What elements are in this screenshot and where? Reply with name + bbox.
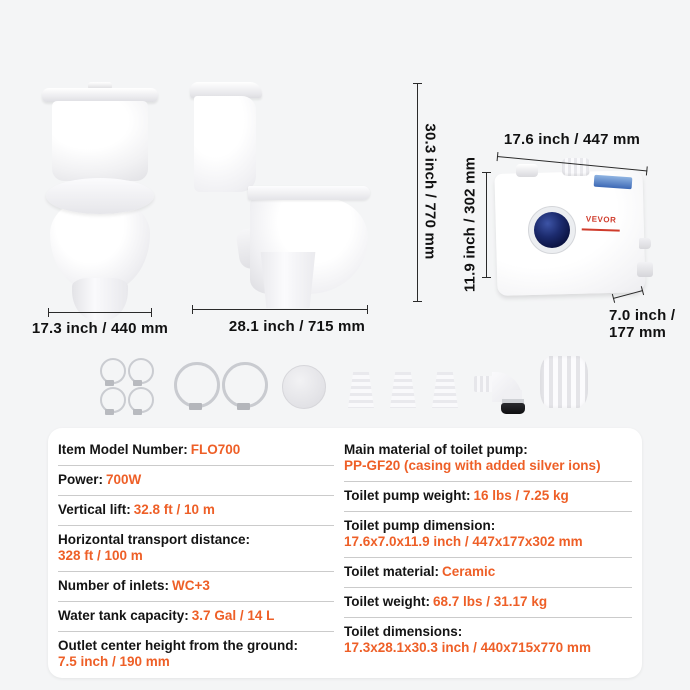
spec-row-tank-capacity [58, 602, 334, 632]
toilet-seat [248, 186, 370, 200]
spec-column-right [344, 436, 632, 663]
spec-row-vertical-lift [58, 496, 334, 526]
spec-row-pump-dimension [344, 512, 632, 558]
spec-panel [48, 428, 642, 678]
spec-row-horizontal-distance [58, 526, 334, 572]
spec-row-pump-material [344, 436, 632, 482]
pump-side-fitting [637, 262, 653, 277]
dim-label-pump-height: 11.9 inch / 302 mm [461, 156, 479, 293]
spec-row-model [58, 436, 334, 466]
spec-value: 68.7 lbs / 31.17 kg [433, 594, 548, 609]
rubber-reducer [348, 372, 374, 408]
toilet-seat [46, 178, 154, 214]
water-tank [52, 101, 148, 181]
pump-screw-cap [562, 158, 590, 176]
spec-column-left [58, 436, 334, 677]
spec-row-inlets [58, 572, 334, 602]
spec-row-toilet-weight [344, 588, 632, 618]
tank-lid [42, 88, 158, 102]
elbow-connector [474, 370, 532, 416]
spec-value: 700W [106, 472, 142, 487]
elbow-rubber-outlet [501, 403, 525, 414]
spec-value: 16 lbs / 7.25 kg [473, 488, 569, 503]
dim-label-pump-depth: 7.0 inch / 177 mm [609, 307, 676, 341]
spec-row-toilet-material [344, 558, 632, 588]
rubber-gasket [282, 365, 326, 409]
spec-value: FLO700 [190, 442, 241, 457]
toilet-pedestal [72, 278, 128, 320]
pump-inlet-port [528, 206, 576, 254]
dim-label-toilet-width: 17.3 inch / 440 mm [31, 320, 169, 337]
spec-row-pump-weight [344, 482, 632, 512]
spec-label: Main material of toilet pump: [344, 442, 528, 457]
dim-label-pump-width: 17.6 inch / 447 mm [503, 131, 641, 148]
hose-clamps-small [100, 358, 153, 413]
spec-row-power [58, 466, 334, 496]
toilet-side-view [190, 82, 372, 308]
flexible-hose [540, 356, 588, 408]
rubber-reducer [432, 372, 458, 408]
spec-label: Toilet pump weight: [344, 488, 471, 503]
spec-value: 328 ft / 100 m [58, 548, 143, 563]
dim-line-pump-height [486, 172, 487, 278]
spec-value: Ceramic [442, 564, 496, 579]
pump-side-fitting [639, 238, 651, 249]
spec-value: WC+3 [172, 578, 210, 593]
spec-label: Toilet pump dimension: [344, 518, 496, 533]
spec-value: 32.8 ft / 10 m [133, 502, 215, 517]
hose-clamp-small [100, 358, 126, 384]
spec-value: 7.5 inch / 190 mm [58, 654, 170, 669]
toilet-front-view [38, 82, 162, 314]
dim-label-toilet-height: 30.3 inch / 770 mm [421, 123, 439, 260]
dim-line-toilet-height [417, 83, 418, 302]
spec-label: Toilet dimensions: [344, 624, 463, 639]
vevor-logo: VEVOR [582, 213, 621, 231]
hose-clamp-large [174, 362, 220, 408]
spec-label: Outlet center height from the ground: [58, 638, 298, 653]
spec-value: 3.7 Gal / 14 L [191, 608, 275, 623]
water-tank [194, 96, 256, 192]
spec-value: 17.6x7.0x11.9 inch / 447x177x302 mm [344, 534, 583, 549]
hose-clamp-large [222, 362, 268, 408]
spec-value: PP-GF20 (casing with added silver ions) [344, 458, 601, 473]
spec-label: Vertical lift: [58, 502, 131, 517]
spec-row-toilet-dimensions [344, 618, 632, 663]
macerator-pump [494, 158, 648, 302]
spec-row-outlet-height [58, 632, 334, 677]
spec-label: Number of inlets: [58, 578, 170, 593]
hose-clamp-small [100, 387, 126, 413]
hose-clamp-small [128, 358, 154, 384]
pump-inlet-opening [534, 212, 570, 248]
dim-line-toilet-depth [192, 309, 368, 310]
hose-clamp-small [128, 387, 154, 413]
spec-label: Power: [58, 472, 104, 487]
spec-label: Water tank capacity: [58, 608, 189, 623]
spec-label: Horizontal transport distance: [58, 532, 251, 547]
spec-label: Toilet weight: [344, 594, 430, 609]
spec-label: Item Model Number: [58, 442, 188, 457]
pump-label-sticker [594, 175, 633, 190]
pump-access-cap [516, 164, 538, 177]
dim-label-toilet-depth: 28.1 inch / 715 mm [228, 318, 366, 335]
dim-line-toilet-width [48, 312, 152, 313]
rubber-reducer [390, 372, 416, 408]
spec-value: 17.3x28.1x30.3 inch / 440x715x770 mm [344, 640, 591, 655]
spec-label: Toilet material: [344, 564, 440, 579]
